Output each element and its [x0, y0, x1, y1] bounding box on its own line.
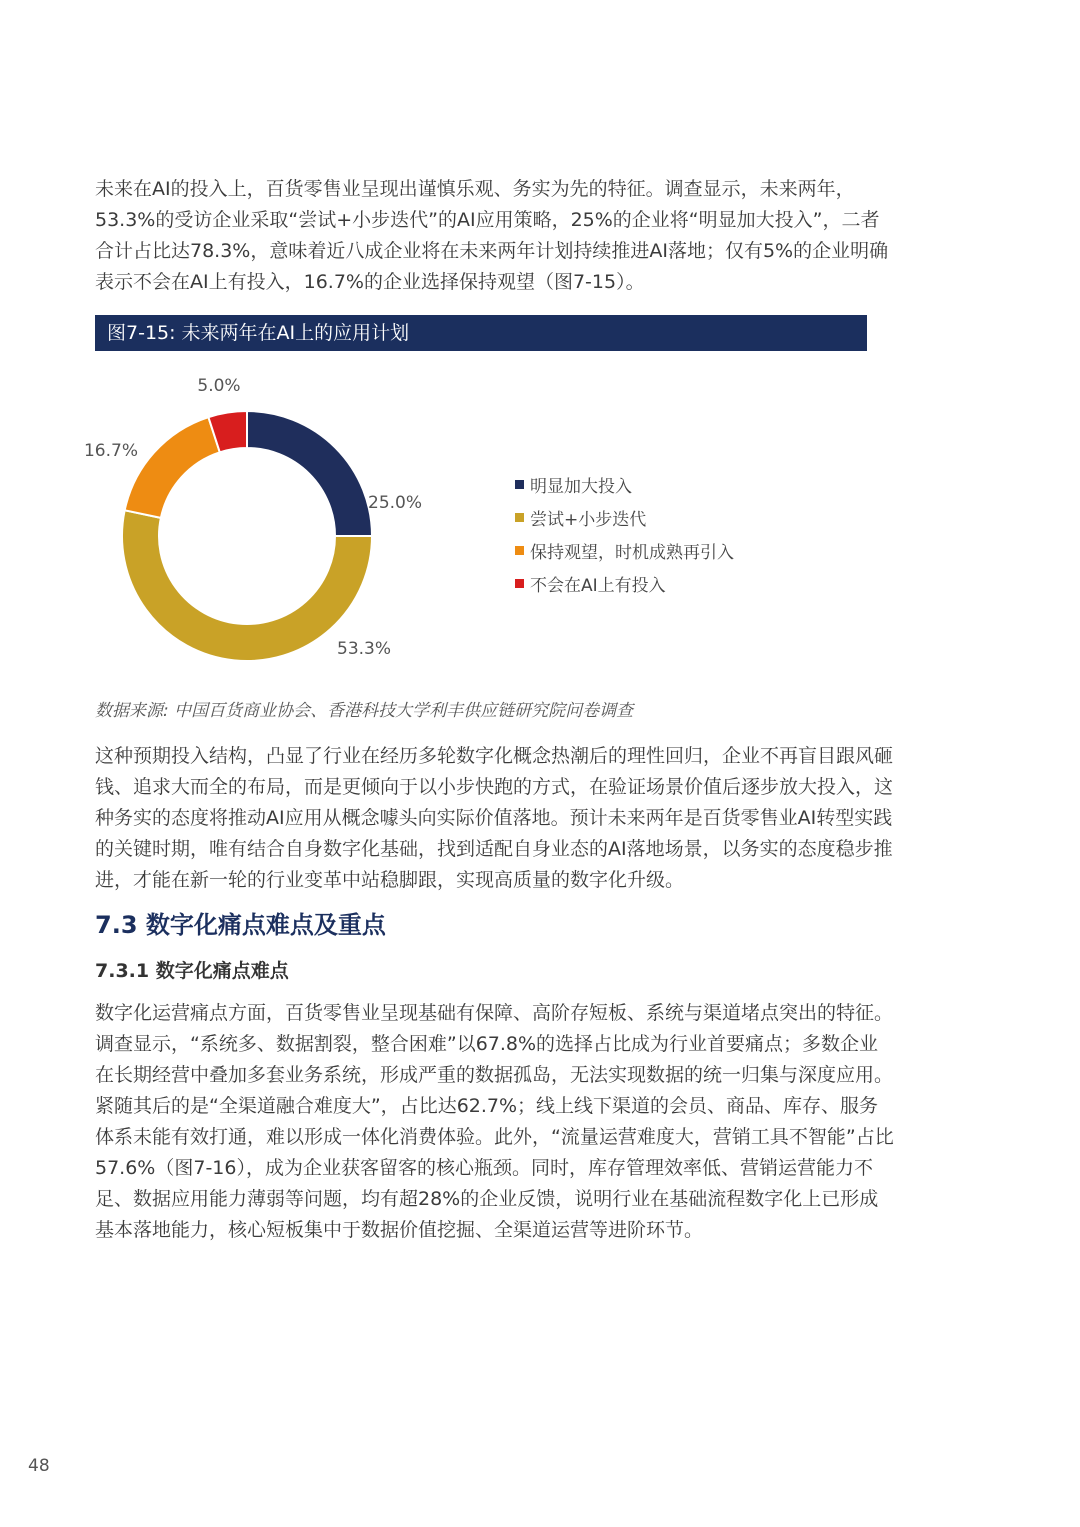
- legend-item: [515, 534, 734, 567]
- legend-item: [515, 567, 734, 600]
- legend-label: 保持观望，时机成熟再引入: [530, 543, 734, 563]
- legend-swatch: [515, 579, 524, 588]
- legend-swatch: [515, 546, 524, 555]
- data-label: 25.0%: [368, 493, 423, 513]
- legend-item: [515, 468, 734, 501]
- legend-item: [515, 501, 734, 534]
- legend-label: 尝试+小步迭代: [530, 510, 647, 530]
- data-label: 53.3%: [337, 639, 392, 659]
- section-heading: 7.3 数字化痛点难点及重点: [95, 911, 386, 939]
- legend-label: 不会在AI上有投入: [530, 576, 666, 596]
- legend-swatch: [515, 480, 524, 489]
- donut-slice: [247, 411, 372, 536]
- page-number: 48: [28, 1456, 50, 1476]
- chart-legend: [515, 468, 734, 600]
- donut-chart: [0, 360, 500, 680]
- intro-paragraph: 未来在AI的投入上，百货零售业呈现出谨慎乐观、务实为先的特征。调查显示，未来两年，53.3%的受访企业采取“尝试+小步迭代”的AI应用策略，25%的企业将“明显加大投入”，二者合计占比达78.3%，意味着近八成企业将在未来两年计划持续推进AI落地；仅有5%的企业明确表示不会在AI上有投入，16.7%的企业选择保持观望（图7-15）。: [95, 178, 889, 293]
- data-label: 5.0%: [197, 376, 241, 396]
- data-label: 16.7%: [83, 441, 138, 461]
- figure-caption-bar: 图7-15: 未来两年在AI上的应用计划: [95, 315, 867, 351]
- subsection-heading: 7.3.1 数字化痛点难点: [95, 960, 289, 982]
- legend-swatch: [515, 513, 524, 522]
- data-source-note: 数据来源: 中国百货商业协会、香港科技大学利丰供应链研究院问卷调查: [95, 701, 634, 721]
- donut-slice: [125, 417, 220, 518]
- analysis-paragraph: 这种预期投入结构，凸显了行业在经历多轮数字化概念热潮后的理性回归，企业不再盲目跟风砸钱、追求大而全的布局，而是更倾向于以小步快跑的方式，在验证场景价值后逐步放大投入，这种务实的态度将推动AI应用从概念噱头向实际价值落地。预计未来两年是百货零售业AI转型实践的关键时期，唯有结合自身数字化基础，找到适配自身业态的AI落地场景，以务实的态度稳步推进，才能在新一轮的行业变革中站稳脚跟，实现高质量的数字化升级。: [95, 745, 894, 891]
- pain-points-paragraph: 数字化运营痛点方面，百货零售业呈现基础有保障、高阶存短板、系统与渠道堵点突出的特征。调查显示，“系统多、数据割裂，整合困难”以67.8%的选择占比成为行业首要痛点；多数企业在长期经营中叠加多套业务系统，形成严重的数据孤岛，无法实现数据的统一归集与深度应用。紧随其后的是“全渠道融合难度大”，占比达62.7%；线上线下渠道的会员、商品、库存、服务体系未能有效打通，难以形成一体化消费体验。此外，“流量运营难度大，营销工具不智能”占比57.6%（图7-16），成为企业获客留客的核心瓶颈。同时，库存管理效率低、营销运营能力不足、数据应用能力薄弱等问题，均有超28%的企业反馈，说明行业在基础流程数字化上已形成基本落地能力，核心短板集中于数据价值挖掘、全渠道运营等进阶环节。: [95, 1002, 894, 1241]
- legend-label: 明显加大投入: [530, 477, 632, 497]
